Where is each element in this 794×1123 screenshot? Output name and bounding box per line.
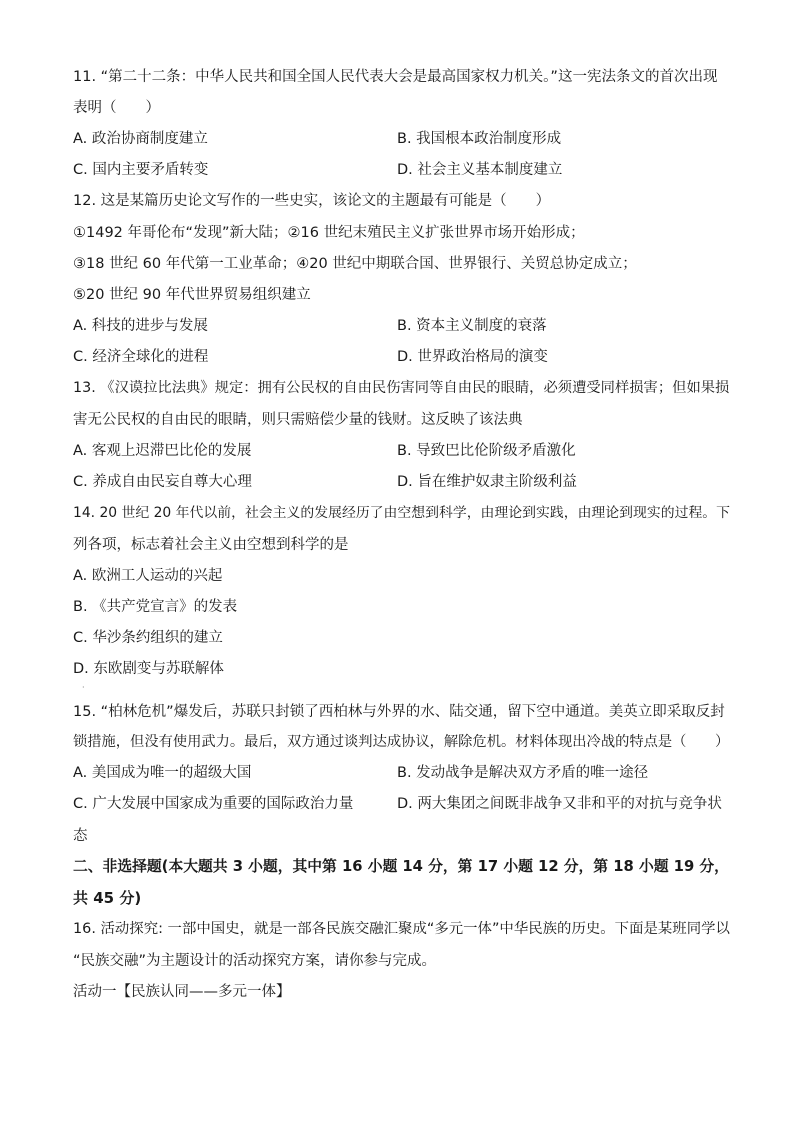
q15-option-d: D. 两大集团之间既非战争又非和平的对抗与竞争状 — [397, 796, 722, 812]
q15-stem-line1: 15. “柏林危机”爆发后，苏联只封锁了西柏林与外界的水、陆交通，留下空中通道。美英立即采取反封 — [73, 704, 725, 720]
q12-option-a: A. 科技的进步与发展 — [73, 318, 208, 334]
q13-option-d: D. 旨在维护奴隶主阶级利益 — [397, 474, 577, 490]
q13-stem-line1: 13. 《汉谟拉比法典》规定：拥有公民权的自由民伤害同等自由民的眼睛，必须遭受同样损害；但如果损 — [73, 380, 730, 396]
q12-fact-line3: ⑤20 世纪 90 年代世界贸易组织建立 — [73, 287, 311, 303]
q11-option-c: C. 国内主要矛盾转变 — [73, 162, 209, 178]
q12-stem: 12. 这是某篇历史论文写作的一些史实，该论文的主题最有可能是（ ） — [73, 193, 551, 209]
q11-stem-line2: 表明（ ） — [73, 100, 160, 116]
q11-option-b: B. 我国根本政治制度形成 — [397, 131, 562, 147]
q12-option-b: B. 资本主义制度的衰落 — [397, 318, 547, 334]
q14-stem-line1: 14. 20 世纪 20 年代以前，社会主义的发展经历了由空想到科学，由理论到实践，由理论到现实的过程。下 — [73, 505, 731, 521]
q13-option-c: C. 养成自由民妄自尊大心理 — [73, 474, 252, 490]
q14-stem-line2: 列各项，标志着社会主义由空想到科学的是 — [73, 537, 349, 553]
q11-option-a: A. 政治协商制度建立 — [73, 131, 208, 147]
section2-heading-line1: 二、非选择题(本大题共 3 小题，其中第 16 小题 14 分，第 17 小题 12 分，第 18 小题 19 分， — [73, 858, 729, 875]
q15-option-d-wrap: 态 — [73, 828, 88, 844]
q11-stem-line1: 11. “第二十二条：中华人民共和国全国人民代表大会是最高国家权力机关。”这一宪法条文的首次出现 — [73, 69, 718, 85]
q13-option-a: A. 客观上迟滞巴比伦的发展 — [73, 443, 252, 459]
q14-option-c: C. 华沙条约组织的建立 — [73, 630, 223, 646]
q12-fact-line2: ③18 世纪 60 年代第一工业革命；④20 世纪中期联合国、世界银行、关贸总协定成立； — [73, 256, 637, 272]
q13-stem-line2: 害无公民权的自由民的眼睛，则只需赔偿少量的钱财。这反映了该法典 — [73, 412, 523, 428]
q12-fact-line1: ①1492 年哥伦布“发现”新大陆；②16 世纪末殖民主义扩张世界市场开始形成； — [73, 225, 585, 241]
q12-option-c: C. 经济全球化的进程 — [73, 349, 209, 365]
q15-option-a: A. 美国成为唯一的超级大国 — [73, 765, 252, 781]
q12-option-d: D. 世界政治格局的演变 — [397, 349, 548, 365]
q11-option-d: D. 社会主义基本制度建立 — [397, 162, 563, 178]
q16-activity1: 活动一【民族认同——多元一体】 — [73, 984, 291, 1000]
q16-stem-line2: “民族交融”为主题设计的活动探究方案，请你参与完成。 — [73, 953, 437, 969]
q15-stem-line2: 锁措施，但没有使用武力。最后，双方通过谈判达成协议，解除危机。材料体现出冷战的特点是（ ） — [73, 734, 730, 750]
stray-mark: · — [82, 683, 85, 692]
q15-option-b: B. 发动战争是解决双方矛盾的唯一途径 — [397, 765, 649, 781]
q14-option-a: A. 欧洲工人运动的兴起 — [73, 568, 223, 584]
q14-option-d: D. 东欧剧变与苏联解体 — [73, 661, 224, 677]
q14-option-b: B. 《共产党宣言》的发表 — [73, 599, 238, 615]
q13-option-b: B. 导致巴比伦阶级矛盾激化 — [397, 443, 576, 459]
q16-stem-line1: 16. 活动探究: 一部中国史，就是一部各民族交融汇聚成“多元一体”中华民族的历史。下面是某班同学以 — [73, 921, 730, 937]
section2-heading-line2: 共 45 分) — [73, 889, 142, 907]
q15-option-c: C. 广大发展中国家成为重要的国际政治力量 — [73, 796, 354, 812]
